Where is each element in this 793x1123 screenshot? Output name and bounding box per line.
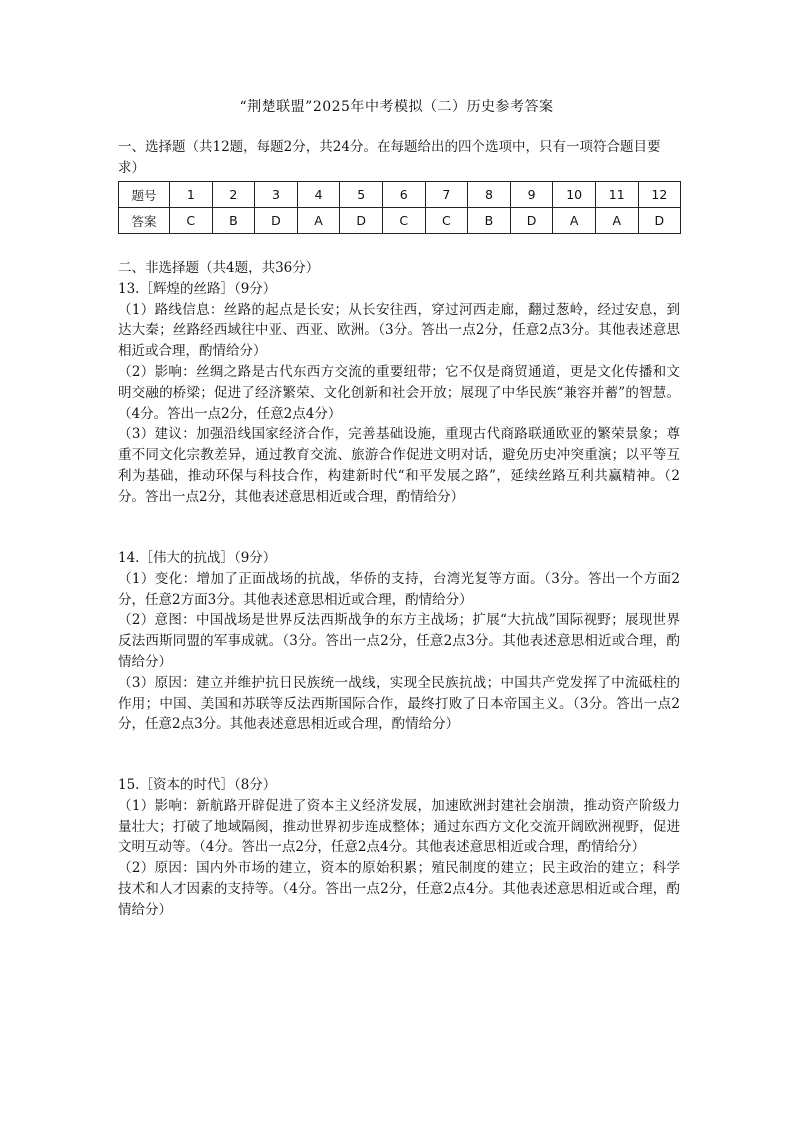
question-number: 2	[212, 182, 255, 208]
q14-answer-3: （3）原因：建立并维护抗日民族统一战线，实现全民族抗战；中国共产党发挥了中流砥柱的作用；中国、美国和苏联等反法西斯国际合作，最终打败了日本帝国主义。（3分。答出一点2分，任意2点3分。其他表述意思相近或合理，酌情给分）	[118, 674, 680, 733]
question-number: 11	[595, 182, 638, 208]
question-number: 12	[638, 182, 681, 208]
question-number: 6	[382, 182, 425, 208]
table-row-answers	[119, 208, 681, 234]
table-row-numbers	[119, 182, 681, 208]
answer-cell: D	[510, 208, 553, 234]
part1-heading: 一、选择题（共12题，每题2分，共24分。在每题给出的四个选项中，只有一项符合题目要求）	[118, 139, 661, 176]
q15-answer-2: （2）原因：国内外市场的建立，资本的原始积累；殖民制度的建立；民主政治的建立；科学技术和人才因素的支持等。（4分。答出一点2分，任意2点4分。其他表述意思相近或合理，酌情给分）	[118, 860, 680, 918]
row-header-answer: 答案	[119, 208, 170, 234]
q15-section	[118, 775, 680, 921]
answer-cell: D	[638, 208, 681, 234]
question-number: 9	[510, 182, 553, 208]
q15-answer-1: （1）影响：新航路开辟促进了资本主义经济发展，加速欧洲封建社会崩溃，推动资产阶级力量壮大；打破了地域隔阂，推动世界初步连成整体；通过东西方文化交流开阔欧洲视野，促进文明互动等。（4分。答出一点2分，任意2点4分。其他表述意思相近或合理，酌情给分）	[118, 797, 680, 856]
question-number: 10	[553, 182, 596, 208]
answer-cell: C	[170, 208, 213, 234]
question-number: 8	[468, 182, 511, 208]
q14-title: 14.［伟大的抗战］（9分）	[118, 550, 277, 566]
answer-cell: A	[595, 208, 638, 234]
answer-cell: B	[468, 208, 511, 234]
question-number: 5	[340, 182, 383, 208]
q13-answer-3: （3）建议：加强沿线国家经济合作，完善基础设施，重现古代商路联通欧亚的繁荣景象；尊重不同文化宗教差异，通过教育交流、旅游合作促进文明对话，避免历史冲突重演；以平等互利为基础，推动环保与科技合作，构建新时代“和平发展之路”，延续丝路互利共赢精神。（2分。答出一点2分，其他表述意思相近或合理，酌情给分）	[118, 426, 680, 505]
answer-table	[118, 181, 681, 234]
page-title: “荆楚联盟”2025年中考模拟（二）历史参考答案	[239, 99, 554, 115]
q13-title: 13.［辉煌的丝路］（9分）	[118, 280, 277, 297]
question-number: 3	[255, 182, 298, 208]
part2-heading: 二、非选择题（共4题，共36分）	[118, 260, 320, 276]
q14-section	[118, 548, 680, 735]
q15-title: 15.［资本的时代］（8分）	[118, 777, 277, 793]
answer-cell: A	[553, 208, 596, 234]
q13-answer-2: （2）影响：丝绸之路是古代东西方交流的重要纽带；它不仅是商贸通道，更是文化传播和文明交融的桥梁；促进了经济繁荣、文化创新和社会开放；展现了中华民族“兼容并蓄”的智慧。（4分。答出一点2分，任意2点4分）	[118, 363, 680, 422]
question-number: 7	[425, 182, 468, 208]
answer-cell: A	[297, 208, 340, 234]
q14-answer-1: （1）变化：增加了正面战场的抗战，华侨的支持，台湾光复等方面。（3分。答出一个方面2分，任意2方面3分。其他表述意思相近或合理，酌情给分）	[118, 570, 680, 608]
q13-answer-1: （1）路线信息：丝路的起点是长安；从长安往西，穿过河西走廊，翻过葱岭，经过安息，到达大秦；丝路经西域往中亚、西亚、欧洲。（3分。答出一点2分，任意2点3分。其他表述意思相近或合理，酌情给分）	[118, 301, 680, 360]
answer-cell: D	[255, 208, 298, 234]
question-number: 1	[170, 182, 213, 208]
q14-answer-2: （2）意图：中国战场是世界反法西斯战争的东方主战场；扩展“大抗战”国际视野；展现世界反法西斯同盟的军事成就。（3分。答出一点2分，任意2点3分。其他表述意思相近或合理，酌情给分）	[118, 612, 680, 670]
row-header-number: 题号	[119, 182, 170, 208]
part2-section	[118, 258, 680, 508]
answer-cell: C	[382, 208, 425, 234]
question-number: 4	[297, 182, 340, 208]
answer-cell: C	[425, 208, 468, 234]
answer-cell: D	[340, 208, 383, 234]
answer-cell: B	[212, 208, 255, 234]
